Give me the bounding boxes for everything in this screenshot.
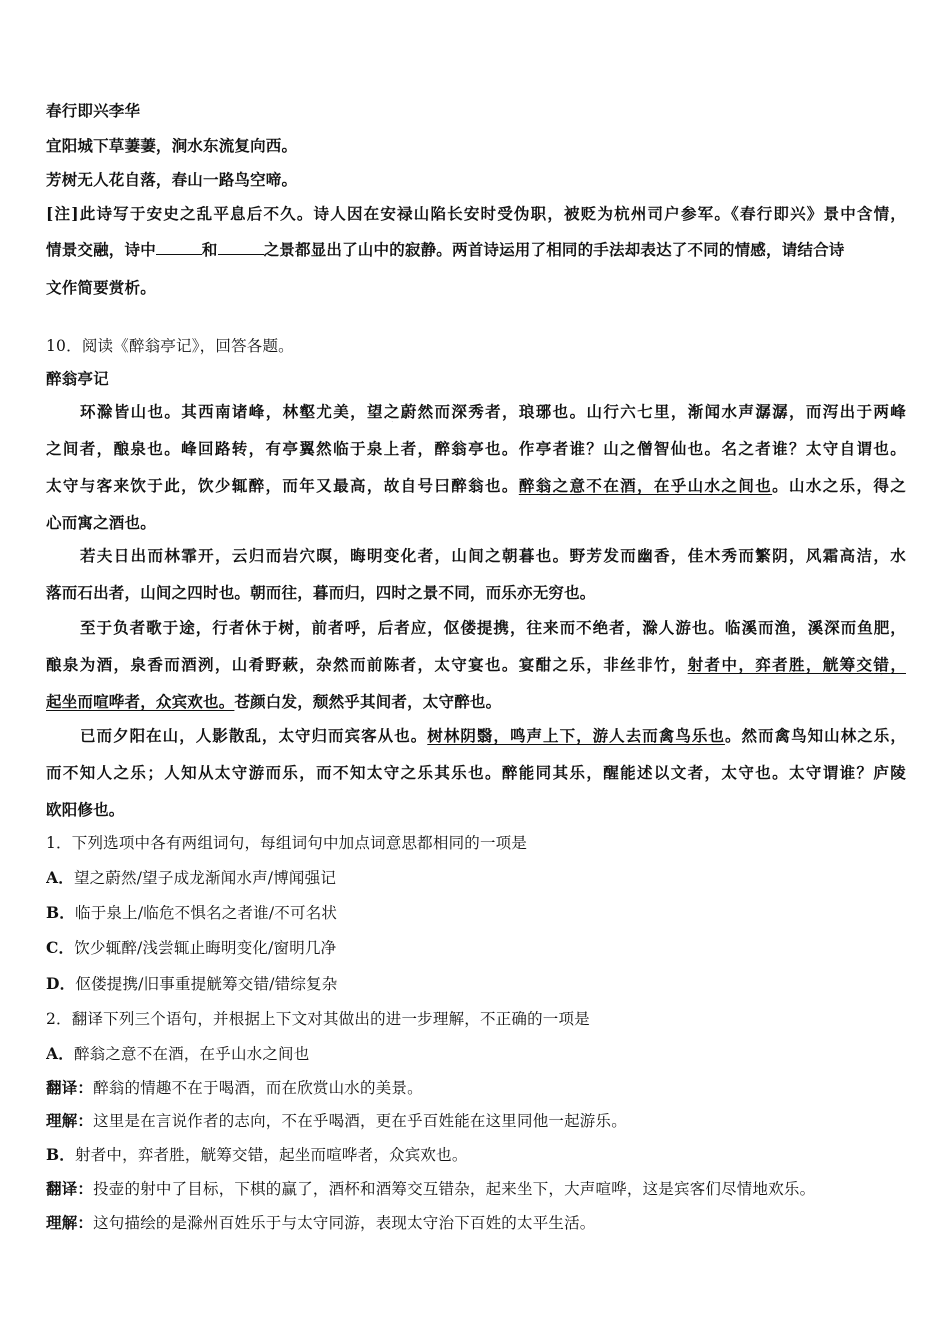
dotted-word: 望	[142, 869, 158, 887]
option-text: 伛偻	[75, 975, 107, 993]
underlined-sentence: 树林阴翳，鸣声上下，游人去而禽鸟乐也	[427, 726, 725, 745]
dotted-word: 提	[106, 975, 123, 993]
option-text: 之蔚然/	[89, 869, 143, 887]
passage-p3-line-3	[46, 692, 906, 712]
dotted-word: 临	[333, 439, 350, 458]
option-b[interactable]	[46, 1145, 906, 1165]
option-label: C．	[46, 938, 75, 957]
dotted-word: 辄	[173, 939, 190, 957]
translation-label: 翻译：	[46, 1179, 94, 1198]
option-text: 几净	[304, 939, 337, 957]
option-text: 强记	[304, 869, 337, 887]
passage-text: 之者谁？太守自谓也。	[738, 439, 906, 458]
option-label: B．	[46, 1145, 76, 1164]
option-text: 止晦	[189, 939, 221, 957]
sub-question-1-stem: 1．下列选项中各有两组词句，每组词句中加点词意思都相同的一项是	[46, 834, 528, 852]
translation-a	[46, 1078, 906, 1098]
option-text: 射者中，弈者胜，觥筹交错，起坐而喧哗者，众宾欢也。	[75, 1146, 468, 1164]
passage-text: 若夫日出而林霏开，云归而岩穴暝，晦	[80, 546, 367, 565]
passage-text: 之间者，酿泉也。峰回路转，有亭翼然	[46, 439, 334, 458]
passage-text: 射者中，弈者胜，觥筹交	[687, 655, 874, 674]
option-text: 醉/浅尝	[121, 939, 174, 957]
dotted-word: 名	[305, 904, 322, 922]
passage-p1-line-3	[46, 476, 906, 496]
understanding-label: 理解：	[46, 1111, 94, 1130]
poem-note-line-1: [注]此诗写于安史之乱平息后不久。诗人因在安禄山陷长安时受伪职，被贬为杭州司户参军。《春行即兴》景中含情，	[46, 204, 906, 223]
understanding-label: 理解：	[46, 1213, 94, 1232]
dotted-word: 辄	[105, 939, 122, 957]
note-text: 和	[201, 240, 218, 259]
passage-p1-line-1	[46, 402, 906, 422]
translation-b	[46, 1179, 906, 1199]
translation-label: 翻译：	[46, 1078, 94, 1097]
understanding-text: 这句描绘的是滁州百姓乐于与太守同游，表现太守治下百姓的太平生活。	[93, 1214, 596, 1232]
dotted-word: 明	[366, 546, 384, 565]
option-text: 危不惧	[158, 904, 207, 922]
dotted-word: 提	[190, 975, 207, 993]
option-a[interactable]	[46, 868, 906, 888]
passage-text: 已而夕阳在山，人影散乱，太守归而宾客从也。	[80, 726, 428, 745]
dotted-word: 名	[206, 904, 222, 922]
dotted-word: 错	[873, 655, 891, 674]
option-d[interactable]	[46, 974, 906, 994]
dotted-word: 闻	[704, 402, 722, 421]
option-text: 醉翁之意不在酒，在乎山水之间也	[73, 1045, 310, 1063]
option-text: 水声/博	[236, 869, 289, 887]
translation-text: 投壶的射中了目标，下棋的赢了，酒杯和酒筹交互错杂，起来坐下，大声喧哗，这是宾客们尽情地欢乐。	[93, 1180, 816, 1198]
passage-p1-line-2	[46, 439, 906, 459]
passage-text: 太守与客来饮于此，饮少	[46, 476, 232, 495]
poem-line-1: 宜阳城下草萋萋，涧水东流复向西。	[46, 136, 298, 155]
dotted-word: 明	[289, 939, 305, 957]
passage-text: 变化者，山间之朝暮也。野芳发而幽香，佳木秀而繁阴，风霜高洁，水	[383, 546, 906, 565]
poem-note-line-2	[46, 240, 906, 260]
option-text: 状	[321, 904, 338, 922]
passage-p2-line-2: 落而石出者，山间之四时也。朝而往，暮而归，四时之景不同，而乐亦无穷也。	[46, 583, 596, 602]
dotted-word: 临	[75, 904, 91, 922]
option-a[interactable]	[46, 1044, 906, 1064]
translation-text: 醉翁的情趣不在于喝酒，而在欣赏山水的美景。	[93, 1079, 423, 1097]
passage-text: 之蔚然而深秀者，琅琊也。山行六七里，渐	[383, 402, 705, 421]
passage-p3-line-2	[46, 655, 906, 675]
passage-p4-line-1	[46, 726, 906, 746]
dotted-word: 闻	[288, 869, 305, 887]
answer-blank-2[interactable]	[218, 240, 264, 255]
option-text: 饮少	[74, 939, 106, 957]
poem-note-line-3: 文作简要赏析。	[46, 278, 156, 297]
option-text: /	[269, 975, 275, 993]
note-text: 之景都显出了山中的寂静。两首诗运用了相同的手法却表达了不同的情感，请结合诗	[263, 240, 845, 259]
passage-text: 。山水之乐，得之	[772, 476, 906, 495]
option-text: 子成龙渐	[157, 869, 221, 887]
dotted-word: 临	[143, 904, 159, 922]
sub-question-2-stem: 2．翻译下列三个语句，并根据上下文对其做出的进一步理解，不正确的一项是	[46, 1010, 590, 1028]
poem-title: 春行即兴李华	[46, 101, 141, 120]
understanding-b	[46, 1213, 906, 1233]
option-text: 觥筹交	[206, 975, 254, 993]
option-text: 综复杂	[290, 975, 338, 993]
passage-text: 酿泉为酒，泉香而酒洌，山肴野蔌，杂然而前陈者，太守宴也。宴酣之乐，非丝非竹，	[46, 655, 688, 674]
dotted-word: 望	[73, 869, 90, 887]
question-10-heading: 10．阅读《醉翁亭记》，回答各题。	[46, 337, 294, 355]
note-text: 情景交融，诗中	[46, 240, 156, 259]
passage-text: 。然而禽鸟知山林之乐，	[724, 726, 906, 745]
passage-text: 携，往来而不绝者，滁人游也。临溪而渔，溪深而鱼肥，	[493, 618, 906, 637]
passage-text: 于泉上者，醉翁亭也。作亭者谁？山之僧智仙也。	[349, 439, 722, 458]
passage-text: 苍颜白发，颓然乎其间者，太守醉也。	[234, 692, 502, 711]
option-text: 之者谁/不可	[221, 904, 306, 922]
option-b[interactable]	[46, 903, 906, 923]
understanding-a	[46, 1111, 906, 1131]
understanding-text: 这里是在言说作者的志向，不在乎喝酒，更在乎百姓能在这里同他一起游乐。	[93, 1112, 627, 1130]
option-label: A．	[46, 868, 74, 887]
option-label: A．	[46, 1044, 74, 1063]
option-text: 变化/窗	[236, 939, 290, 957]
passage-text: 水声潺潺，而泻出于两峰	[721, 402, 906, 421]
dotted-word: 明	[221, 939, 237, 957]
dotted-word: 望	[366, 402, 384, 421]
passage-p4-line-3: 欧阳修也。	[46, 800, 125, 819]
passage-text: 至于负者歌于途，行者休于树，前者呼，后者应，伛偻	[80, 618, 477, 637]
dotted-word: 错	[253, 975, 270, 993]
option-text: 于泉上/	[90, 904, 144, 922]
underlined-sentence: 醉翁之意不在酒，在乎山水之间也	[518, 476, 773, 495]
passage-text: 环滁皆山也。其西南诸峰，林壑尤美，	[80, 402, 367, 421]
passage-title: 醉翁亭记	[46, 369, 109, 388]
passage-text: 醉，而年又最高，故自号曰醉翁也。	[248, 476, 519, 495]
option-label: B．	[46, 903, 76, 922]
answer-blank-1[interactable]	[156, 240, 202, 255]
option-c[interactable]	[46, 938, 906, 958]
passage-p1-line-4: 心而寓之酒也。	[46, 513, 156, 532]
dotted-word: 错	[274, 975, 291, 993]
underlined-sentence: 起坐而喧哗者，众宾欢也。	[46, 692, 235, 711]
poem-line-2: 芳树无人花自落，春山一路鸟空啼。	[46, 170, 298, 189]
passage-text: ，	[890, 655, 906, 674]
passage-p3-line-1	[46, 618, 906, 638]
option-text: 携/旧事重	[122, 975, 191, 993]
passage-p2-line-1	[46, 546, 906, 566]
dotted-word: 名	[721, 439, 739, 458]
dotted-word: 辄	[231, 476, 249, 495]
dotted-word: 闻	[220, 869, 237, 887]
underlined-sentence	[688, 655, 906, 674]
passage-p4-line-2: 而不知人之乐；人知从太守游而乐，而不知太守之乐其乐也。醉能同其乐，醒能述以文者，太守也。太守谓谁？庐陵	[46, 763, 906, 782]
option-label: D．	[46, 974, 76, 993]
dotted-word: 提	[476, 618, 494, 637]
